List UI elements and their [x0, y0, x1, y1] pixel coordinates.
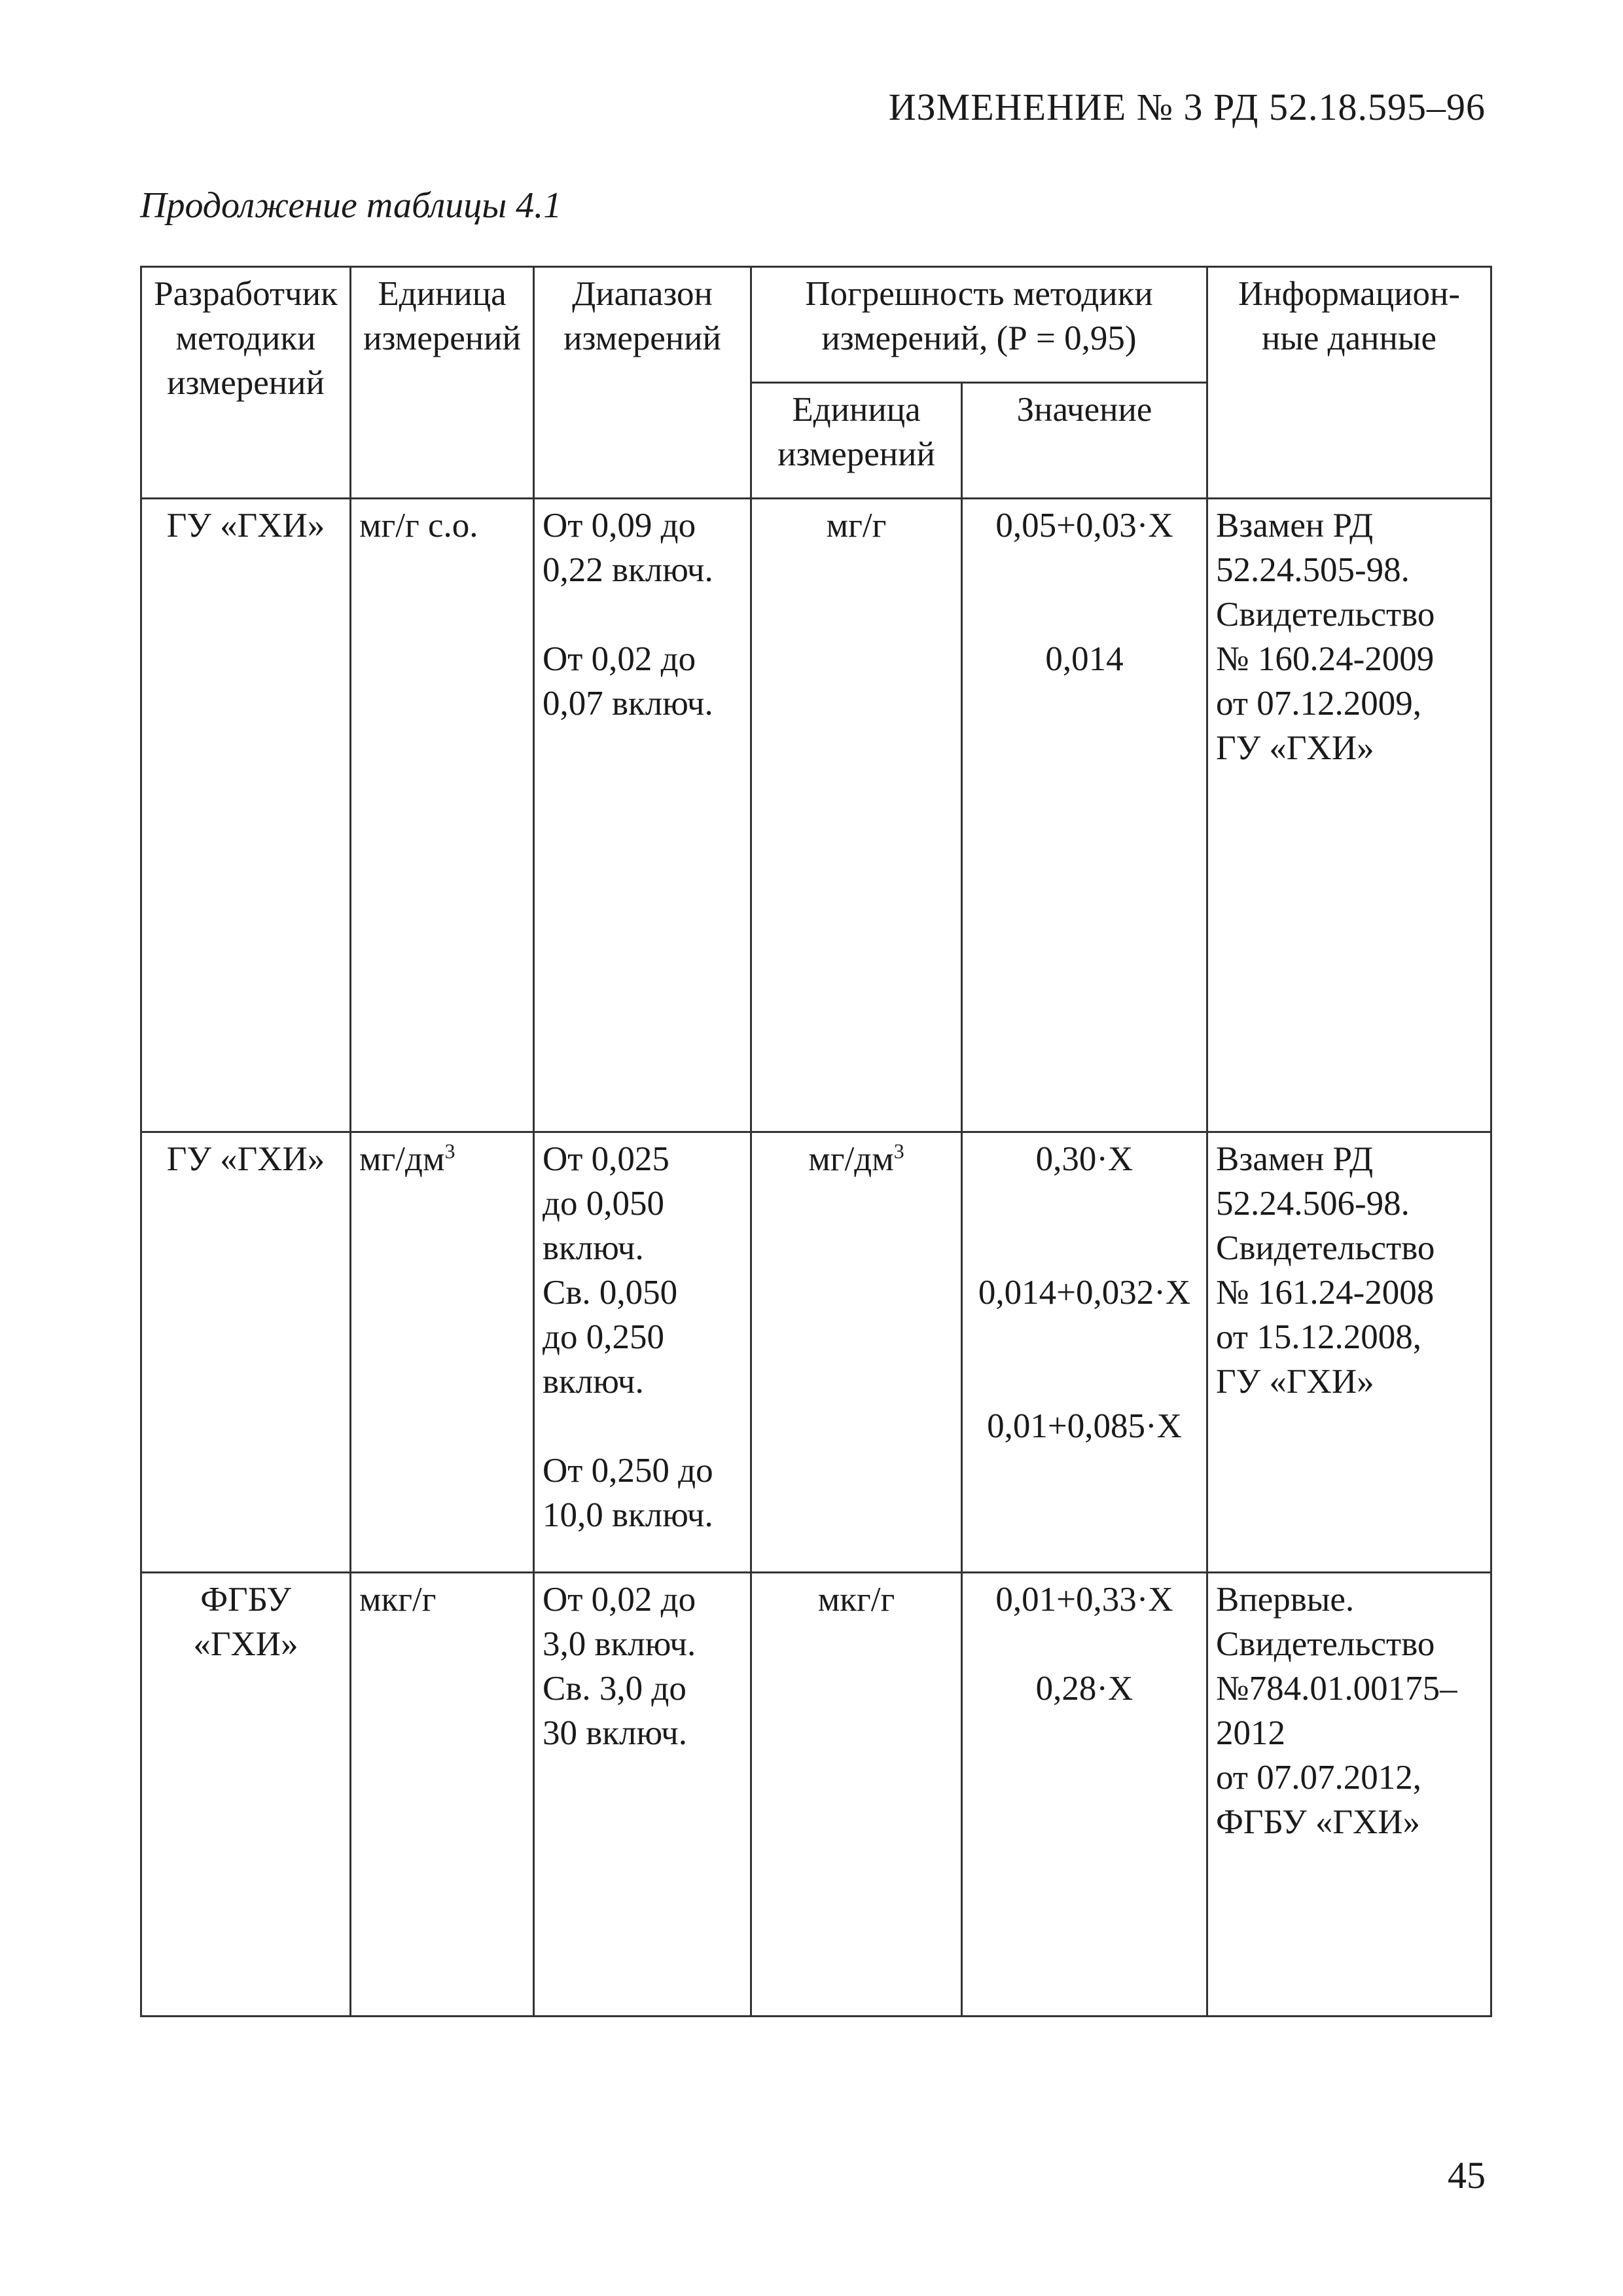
header-error: Погрешность методики измерений, (Р = 0,95) — [751, 267, 1207, 383]
document-header: ИЗМЕНЕНИЕ № 3 РД 52.18.595–96 — [888, 86, 1486, 128]
cell-error-value: 0,05+0,03·Х 0,014 — [962, 499, 1207, 1132]
cell-error-unit: $мг/дм^3$ — [751, 1132, 962, 1573]
header-developer: Разработчик методики измерений — [141, 267, 351, 499]
header-error-unit: Единица измерений — [751, 383, 962, 499]
table-row — [141, 1132, 1491, 1573]
measurement-methods-table — [140, 266, 1492, 2017]
table-continuation-caption: Продолжение таблицы 4.1 — [140, 185, 562, 226]
header-error-value: Значение — [962, 383, 1207, 499]
cell-info: Впервые. Свидетельство №784.01.00175– 2012 от 07.07.2012, ФГБУ «ГХИ» — [1207, 1573, 1491, 2017]
page-number: 45 — [1448, 2154, 1486, 2197]
header-unit: Единица измерений — [351, 267, 534, 499]
table-row — [141, 1573, 1491, 2017]
cell-range: От 0,025 до 0,050 включ. Св. 0,050 до 0,250 включ. От 0,250 до 10,0 включ. — [534, 1132, 751, 1573]
cell-info: Взамен РД 52.24.506-98. Свидетельство № 161.24-2008 от 15.12.2008, ГУ «ГХИ» — [1207, 1132, 1491, 1573]
cell-range: От 0,09 до 0,22 включ. От 0,02 до 0,07 включ. — [534, 499, 751, 1132]
cell-error-value: 0,01+0,33·Х 0,28·Х — [962, 1573, 1207, 2017]
cell-developer: ГУ «ГХИ» — [141, 1132, 351, 1573]
cell-developer: ФГБУ «ГХИ» — [141, 1573, 351, 2017]
cell-error-value: 0,30·Х 0,014+0,032·Х 0,01+0,085·Х — [962, 1132, 1207, 1573]
header-info: Информацион- ные данные — [1207, 267, 1491, 499]
cell-developer: ГУ «ГХИ» — [141, 499, 351, 1132]
table-row — [141, 499, 1491, 1132]
header-range: Диапазон измерений — [534, 267, 751, 499]
cell-error-unit: мкг/г — [751, 1573, 962, 2017]
cell-error-unit: мг/г — [751, 499, 962, 1132]
cell-unit: мкг/г — [351, 1573, 534, 2017]
cell-unit: мг/г с.о. — [351, 499, 534, 1132]
cell-info: Взамен РД 52.24.505-98. Свидетельство № 160.24-2009 от 07.12.2009, ГУ «ГХИ» — [1207, 499, 1491, 1132]
cell-range: От 0,02 до 3,0 включ. Св. 3,0 до 30 включ. — [534, 1573, 751, 2017]
cell-unit: $мг/дм^3$ — [351, 1132, 534, 1573]
